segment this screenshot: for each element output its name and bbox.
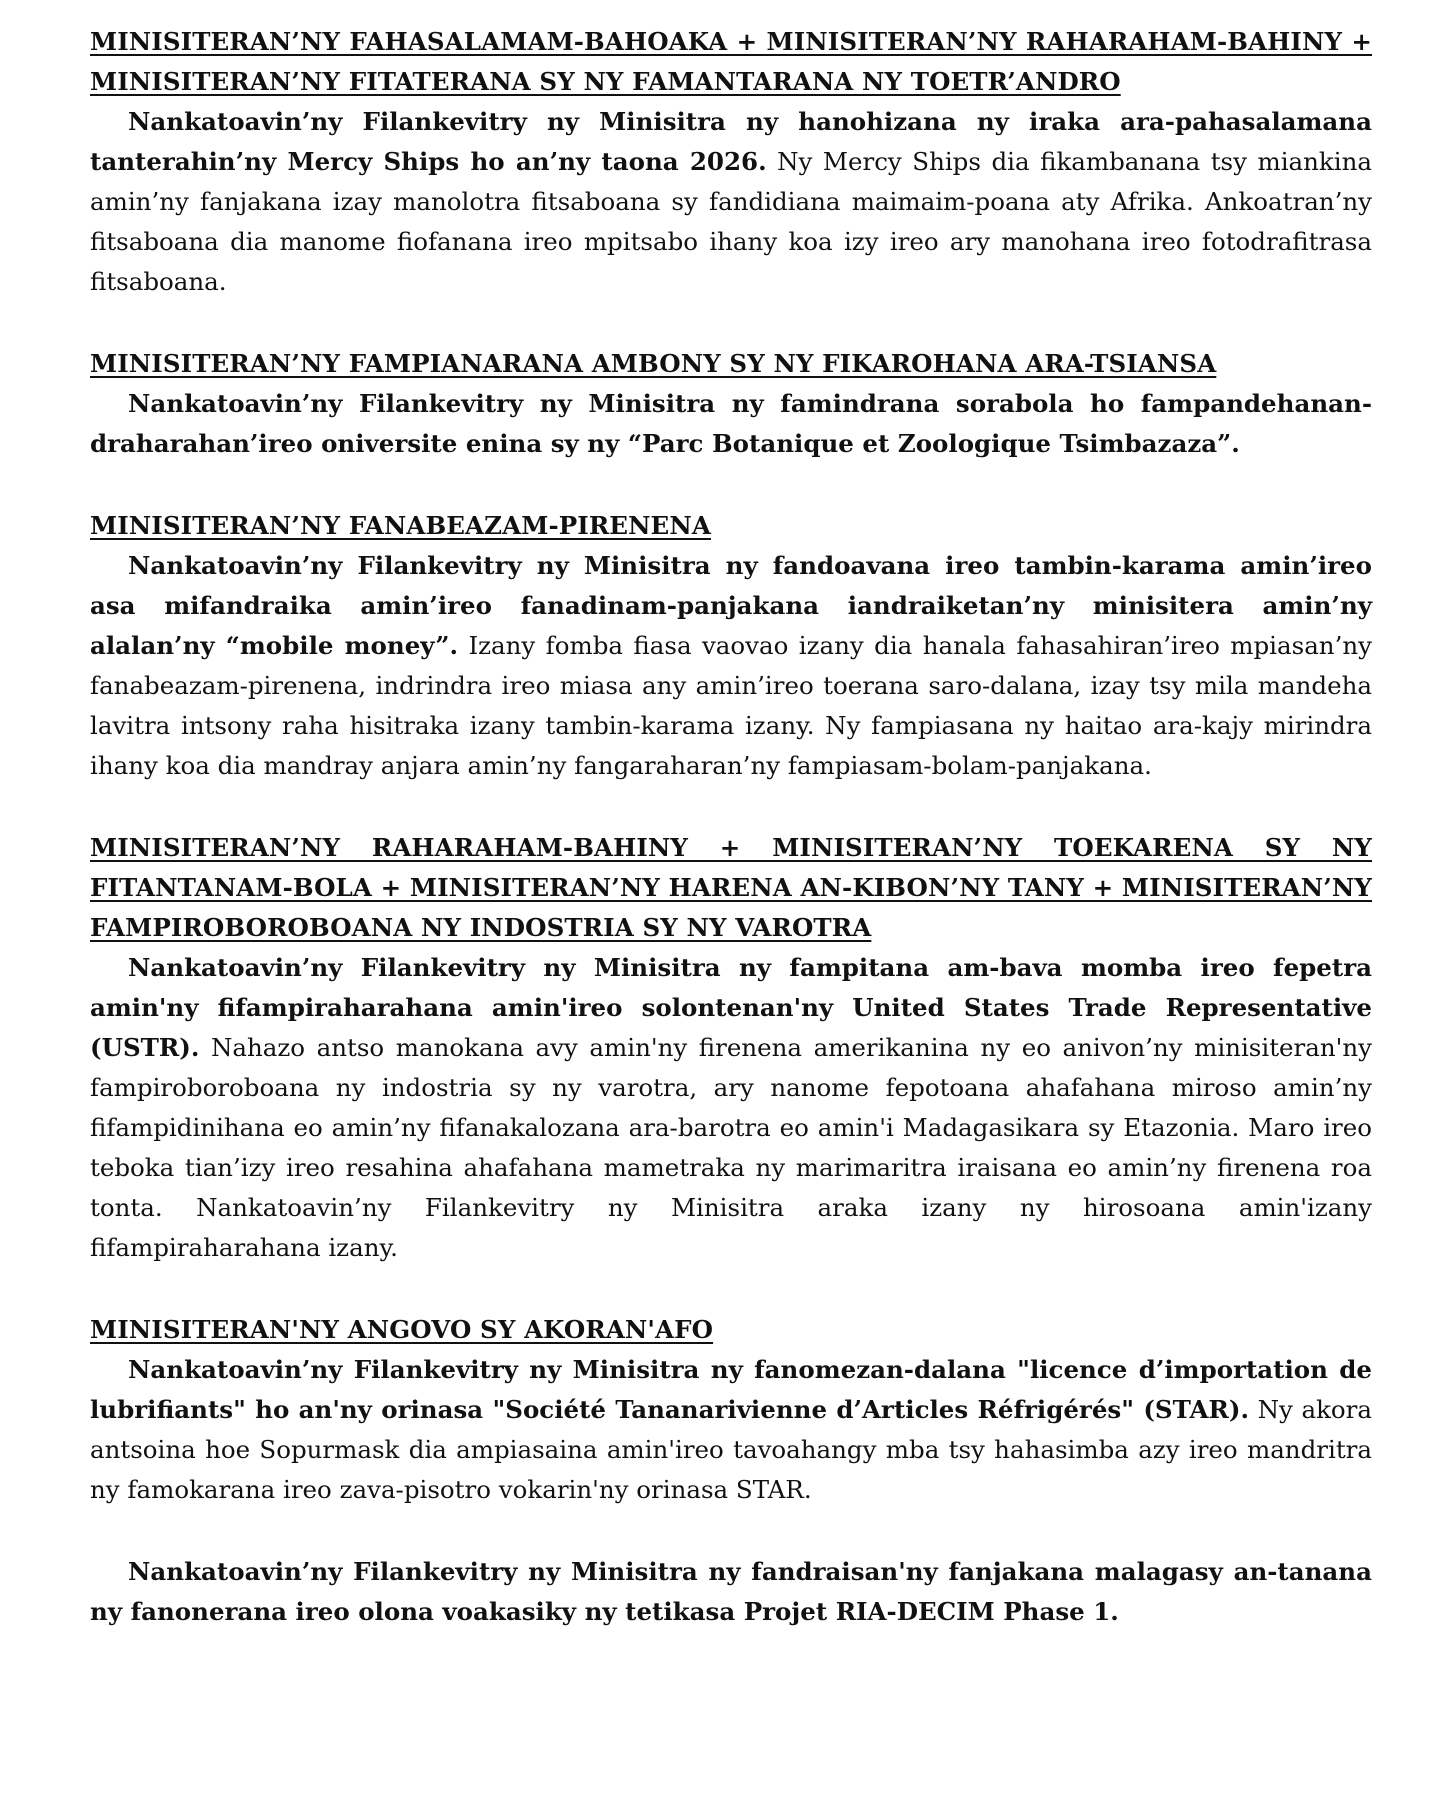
section-paragraph	[90, 1350, 1372, 1510]
section-paragraph	[90, 102, 1372, 302]
paragraph-normal-text: Izany fomba fiasa vaovao izany dia hanala fahasahiran’ireo mpiasan’ny fanabeazam-pirenena, indrindra ireo miasa any amin’ireo toerana saro-dalana, izay tsy mila mandeha lavitra intsony raha hisitraka izany tambin-karama izany. Ny fampiasana ny haitao ara-kajy mirindra ihany koa dia mandray anjara amin’ny fangaraharan’ny fampiasam-bolam-panjakana.	[90, 631, 1372, 780]
section-paragraph	[90, 384, 1372, 464]
section-foreign-affairs-trade	[90, 828, 1372, 1268]
paragraph-bold-text: Nankatoavin’ny Filankevitry ny Minisitra ny fampitana am-bava momba ireo fepetra amin'ny fifampiraharahana amin'ireo solontenan'ny United States Trade Representative (USTR).	[90, 953, 1372, 1062]
section-energy	[90, 1310, 1372, 1510]
paragraph-normal-text: Nahazo antso manokana avy amin'ny firenena amerikanina ny eo anivon’ny minisiteran'ny fampiroboroboana ny indostria sy ny varotra, ary nanome fepotoana ahafahana miroso amin’ny fifampidinihana eo amin’ny fifanakalozana ara-barotra eo amin'i Madagasikara sy Etazonia. Maro ireo teboka tian’izy ireo resahina ahafahana mametraka ny marimaritra iraisana eo amin’ny firenena roa tonta. Nankatoavin’ny Filankevitry ny Minisitra araka izany ny hirosoana amin'izany fifampiraharahana izany.	[90, 1033, 1372, 1262]
paragraph-bold-text: Nankatoavin’ny Filankevitry ny Minisitra ny fanomezan-dalana "licence d’importation de lubrifiants" ho an'ny orinasa "Société Tananarivienne d’Articles Réfrigérés" (STAR).	[90, 1355, 1372, 1424]
section-heading: MINISITERAN’NY FANABEAZAM-PIRENENA	[90, 511, 711, 540]
paragraph-normal-text: Ny Mercy Ships dia fikambanana tsy miankina amin’ny fanjakana izay manolotra fitsaboana sy fandidiana maimaim-poana aty Afrika. Ankoatran’ny fitsaboana dia manome fiofanana ireo mpitsabo ihany koa izy ireo ary manohana ireo fotodrafitrasa fitsaboana.	[90, 147, 1372, 296]
section-heading: MINISITERAN’NY FAHASALAMAM-BAHOAKA + MINISITERAN’NY RAHARAHAM-BAHINY + MINISITERAN’NY FITATERANA SY NY FAMANTARANA NY TOETR’ANDRO	[90, 27, 1372, 96]
section-paragraph	[90, 546, 1372, 786]
section-health	[90, 22, 1372, 302]
paragraph-bold-text: Nankatoavin’ny Filankevitry ny Minisitra ny fandoavana ireo tambin-karama amin’ireo asa mifandraika amin’ireo fanadinam-panjakana iandraiketan’ny minisitera amin’ny alalan’ny “mobile money”.	[90, 551, 1372, 660]
section-national-education	[90, 506, 1372, 786]
paragraph-bold-text: Nankatoavin’ny Filankevitry ny Minisitra ny famindrana sorabola ho fampandehanan-draharahan’ireo oniversite enina sy ny “Parc Botanique et Zoologique Tsimbazaza”.	[90, 389, 1372, 458]
section-final	[90, 1552, 1372, 1632]
paragraph-bold-text: Nankatoavin’ny Filankevitry ny Minisitra ny hanohizana ny iraka ara-pahasalamana tanterahin’ny Mercy Ships ho an’ny taona 2026.	[90, 107, 1372, 176]
section-paragraph	[90, 948, 1372, 1268]
final-paragraph: Nankatoavin’ny Filankevitry ny Minisitra ny fandraisan'ny fanjakana malagasy an-tanana ny fanonerana ireo olona voakasiky ny tetikasa Projet RIA-DECIM Phase 1.	[90, 1557, 1372, 1626]
paragraph-normal-text: Ny akora antsoina hoe Sopurmask dia ampiasaina amin'ireo tavoahangy mba tsy hahasimba azy ireo mandritra ny famokarana ireo zava-pisotro vokarin'ny orinasa STAR.	[90, 1395, 1372, 1504]
document-page	[90, 22, 1372, 1674]
section-heading: MINISITERAN'NY ANGOVO SY AKORAN'AFO	[90, 1315, 714, 1344]
section-higher-education	[90, 344, 1372, 464]
section-heading: MINISITERAN’NY FAMPIANARANA AMBONY SY NY FIKAROHANA ARA-TSIANSA	[90, 349, 1217, 378]
section-heading: MINISITERAN’NY RAHARAHAM-BAHINY + MINISITERAN’NY TOEKARENA SY NY FITANTANAM-BOLA + MINISITERAN’NY HARENA AN-KIBON’NY TANY + MINISITERAN’NY FAMPIROBOROBOANA NY INDOSTRIA SY NY VAROTRA	[90, 833, 1372, 942]
